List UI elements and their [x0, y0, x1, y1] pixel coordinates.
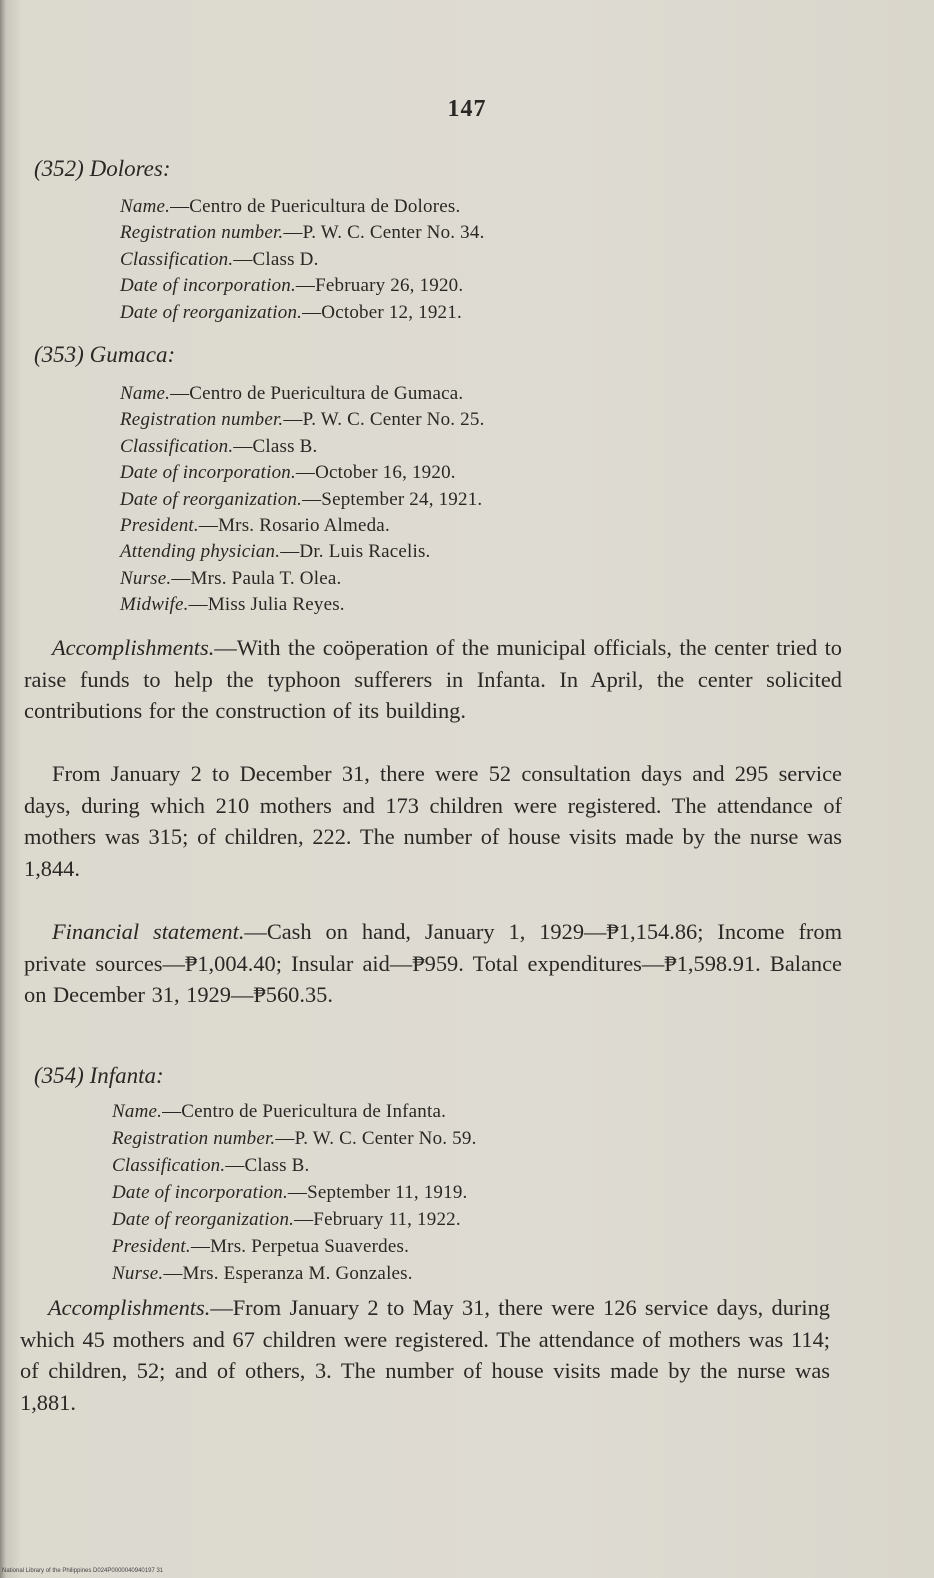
- field-row: Nurse.—Mrs. Paula T. Olea.: [120, 567, 342, 589]
- field-list-infanta: [112, 1098, 477, 1287]
- entry-name: Infanta:: [89, 1063, 164, 1088]
- field-row: President.—Mrs. Perpetua Suaverdes.: [112, 1236, 410, 1257]
- entry-number: (352): [34, 156, 84, 181]
- field-row: Registration number.—P. W. C. Center No. 59.: [112, 1128, 477, 1149]
- entry-number: (353): [34, 342, 84, 367]
- entry-heading-dolores: [34, 156, 171, 182]
- entry-number: (354): [34, 1063, 84, 1088]
- field-row: Date of reorganization.—September 24, 1921.: [120, 488, 483, 510]
- field-row: Midwife.—Miss Julia Reyes.: [120, 594, 345, 616]
- field-row: Attending physician.—Dr. Luis Racelis.: [120, 541, 431, 563]
- field-row: Registration number.—P. W. C. Center No. 34.: [120, 222, 485, 244]
- accomplishments-paragraph-gumaca: Accomplishments.—With the coöperation of the municipal officials, the center tried to raise funds to help the typhoon sufferers in Infanta. In April, the center solicited contributions for the construction of its building.: [24, 635, 842, 723]
- entry-name: Gumaca:: [89, 342, 176, 367]
- field-row: Date of incorporation.—October 16, 1920.: [120, 462, 456, 484]
- field-row: Date of incorporation.—February 26, 1920.: [120, 275, 464, 297]
- financial-statement-paragraph-gumaca: Financial statement.—Cash on hand, January 1, 1929—₱1,154.86; Income from private sources—₱1,004.40; Insular aid—₱959. Total expenditures—₱1,598.91. Balance on December 31, 1929—₱560.35.: [24, 919, 842, 1007]
- scan-footer: National Library of the Philippines D024P0000040940197 31: [2, 1568, 164, 1574]
- field-row: Date of reorganization.—October 12, 1921.: [120, 301, 462, 323]
- field-row: Classification.—Class B.: [112, 1155, 310, 1176]
- field-row: Nurse.—Mrs. Esperanza M. Gonzales.: [112, 1263, 413, 1284]
- entry-name: Dolores:: [89, 156, 171, 181]
- field-row: Name.—Centro de Puericultura de Dolores.: [120, 196, 461, 217]
- entry-heading-infanta: [34, 1063, 164, 1089]
- field-row: Registration number.—P. W. C. Center No. 25.: [120, 409, 485, 431]
- field-row: Classification.—Class D.: [120, 248, 319, 270]
- field-row: President.—Mrs. Rosario Almeda.: [120, 515, 390, 537]
- field-list-dolores: [120, 194, 485, 326]
- field-row: Name.—Centro de Puericultura de Infanta.: [112, 1101, 447, 1122]
- accomplishments-paragraph-infanta: Accomplishments.—From January 2 to May 31, there were 126 service days, during which 45 mothers and 67 children were registered. The attendance of mothers was 114; of children, 52; and of others, 3. The number of house visits made by the nurse was 1,881.: [20, 1295, 830, 1415]
- field-list-gumaca: [120, 381, 485, 619]
- field-row: Name.—Centro de Puericultura de Gumaca.: [120, 383, 464, 404]
- field-row: Date of reorganization.—February 11, 1922.: [112, 1209, 461, 1230]
- page-number: 147: [447, 96, 487, 122]
- statistics-paragraph-gumaca: From January 2 to December 31, there were 52 consultation days and 295 service days, during which 210 mothers and 173 children were registered. The attendance of mothers was 315; of children, 222. The number of house visits made by the nurse was 1,844.: [24, 761, 842, 881]
- entry-heading-gumaca: [34, 342, 175, 368]
- field-row: Date of incorporation.—September 11, 1919.: [112, 1182, 468, 1203]
- field-row: Classification.—Class B.: [120, 435, 318, 457]
